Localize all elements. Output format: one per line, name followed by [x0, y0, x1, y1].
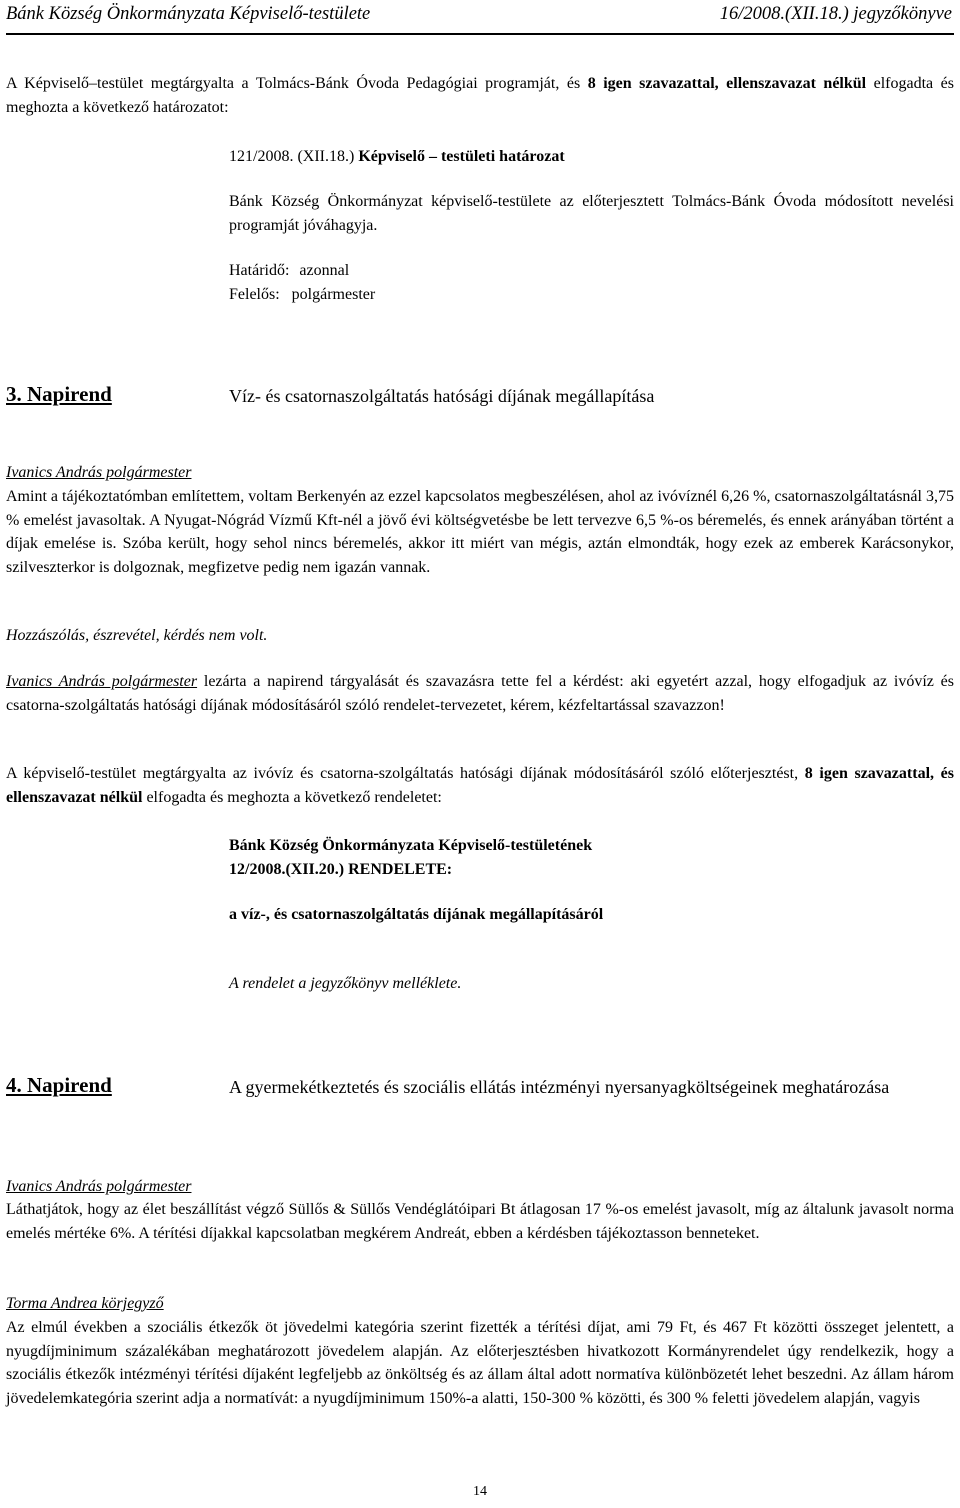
agenda-4-title: A gyermekétkeztetés és szociális ellátás intézményi nyersanyagköltségeinek meghatározása [229, 1077, 890, 1097]
council-decision [6, 762, 954, 809]
resolution-responsible [229, 283, 375, 306]
resolution-type: Képviselő – testületi határozat [358, 148, 565, 165]
mayor-speech: Amint a tájékoztatómban említettem, voltam Berkenyén az ezzel kapcsolatos megbeszélésen, ahol az ivóvíznél 6,26 %, csatornaszolgáltatásnál 3,75 % emelést javasoltak. A Nyugat-Nógrád Vízmű Kft-nél a jövő évi költségvetésbe be lett tervezve 6,5 %-os béremelés, és ennek arányában történt a díjak emelése is. Szóba került, hogy sehol nincs béremelés, akkor itt miért van mégis, aztán elmondták, hogy ezek az emberek Karácsonykor, szilveszterkor is dolgoznak, megfizetve pedig nem igazán vannak. [6, 488, 954, 576]
ordinance-issuer: Bánk Község Önkormányzata Képviselő-testületének [229, 837, 593, 854]
speaker-notary: Torma Andrea körjegyző [6, 1295, 164, 1312]
resolution-deadline [229, 259, 349, 282]
notary-speech: Az elmúl években a szociális étkezők öt jövedelmi kategória szerint fizették a térítési díjat, ami 79 Ft, és 467 Ft közötti összeget jelentett, a nyugdíjminimum százalékában meghatározott jövedelem alapján. Az előterjesztésben hivatkozott Kormányrendelet úgy rendelkezik, hogy a szociális étkezők intézményi térítési díjaként legfeljebb az önköltség és az állam által adott normatíva különbözetét lehet beszedni. Az állam három jövedelemkategória szerint adja a normatívát: a nyugdíjminimum 150%-a alatti, 150-300 % közötti, és 300 % feletti jövedelem alapján, vagyis [6, 1319, 954, 1407]
deadline-label: Határidő: [229, 262, 290, 279]
decision-vote-result: 8 igen szavazattal, és ellenszavazat nélkül [6, 765, 954, 806]
resolution-number: 121/2008. (XII.18.) [229, 148, 359, 165]
ordinance-annex-note: A rendelet a jegyzőkönyv melléklete. [229, 975, 462, 992]
resolution-title [229, 145, 565, 168]
intro-text-a: A Képviselő–testület megtárgyalta a Tolmács-Bánk Óvoda Pedagógiai programját, és [6, 75, 588, 92]
header-rule [6, 33, 954, 35]
comments-note: Hozzászólás, észrevétel, kérdés nem volt. [6, 627, 268, 644]
agenda-4-number: 4. Napirend [6, 1073, 112, 1097]
speaker-mayor-agenda4: Ivanics András polgármester [6, 1178, 192, 1195]
header-minutes-id: 16/2008.(XII.18.) jegyzőkönyve [719, 4, 952, 24]
decision-text-b: elfogadta és meghozta a következő rendeletet: [142, 788, 442, 806]
responsible-value: polgármester [291, 286, 376, 303]
agenda-3-title: Víz- és csatornaszolgáltatás hatósági díjának megállapítása [229, 386, 655, 406]
intro-paragraph [6, 72, 954, 119]
mayor-speech-agenda4: Láthatjátok, hogy az élet beszállítást végző Süllős & Süllős Vendéglátóipari Bt átlagosan 17 %-os emelést javasolt, míg az általunk javasolt norma emelés mértéke 6%. A térítési díjakkal kapcsolatban megkérem Andreát, ebben a kérdésben tájékoztasson benneteket. [6, 1201, 954, 1242]
intro-vote-result: 8 igen szavazattal, ellenszavazat nélkül [587, 75, 867, 92]
resolution-text: Bánk Község Önkormányzat képviselő-testülete az előterjesztett Tolmács-Bánk Óvoda módosított nevelési programját jóváhagyja. [229, 193, 954, 234]
speaker-mayor: Ivanics András polgármester [6, 464, 192, 481]
mayor-closing-paragraph [6, 670, 954, 717]
responsible-label: Felelős: [229, 286, 280, 303]
decision-text-a: A képviselő-testület megtárgyalta az ivóvíz és csatorna-szolgáltatás hatósági díjának módosításáról szóló előterjesztést, [6, 765, 805, 782]
agenda-3-number: 3. Napirend [6, 382, 112, 406]
ordinance-number: 12/2008.(XII.20.) RENDELETE: [229, 861, 453, 878]
mayor-closing-text: lezárta a napirend tárgyalását és szavazásra tette fel a kérdést: aki egyetért azzal, hogy elfogadjuk az ivóvíz és csatorna-szolgáltatás hatósági díjának módosításáról szóló rendelet-tervezetet, kérem, kézfeltartással szavazzon! [6, 673, 954, 714]
deadline-value: azonnal [299, 262, 350, 279]
intro-text-b: elfogadta és meghozta a következő határozatot: [6, 75, 954, 116]
ordinance-subject: a víz-, és csatornaszolgáltatás díjának megállapításáról [229, 906, 604, 923]
header-title: Bánk Község Önkormányzata Képviselő-testülete [6, 4, 371, 24]
page-number: 14 [473, 1484, 487, 1499]
speaker-mayor-closing: Ivanics András polgármester [6, 673, 198, 690]
